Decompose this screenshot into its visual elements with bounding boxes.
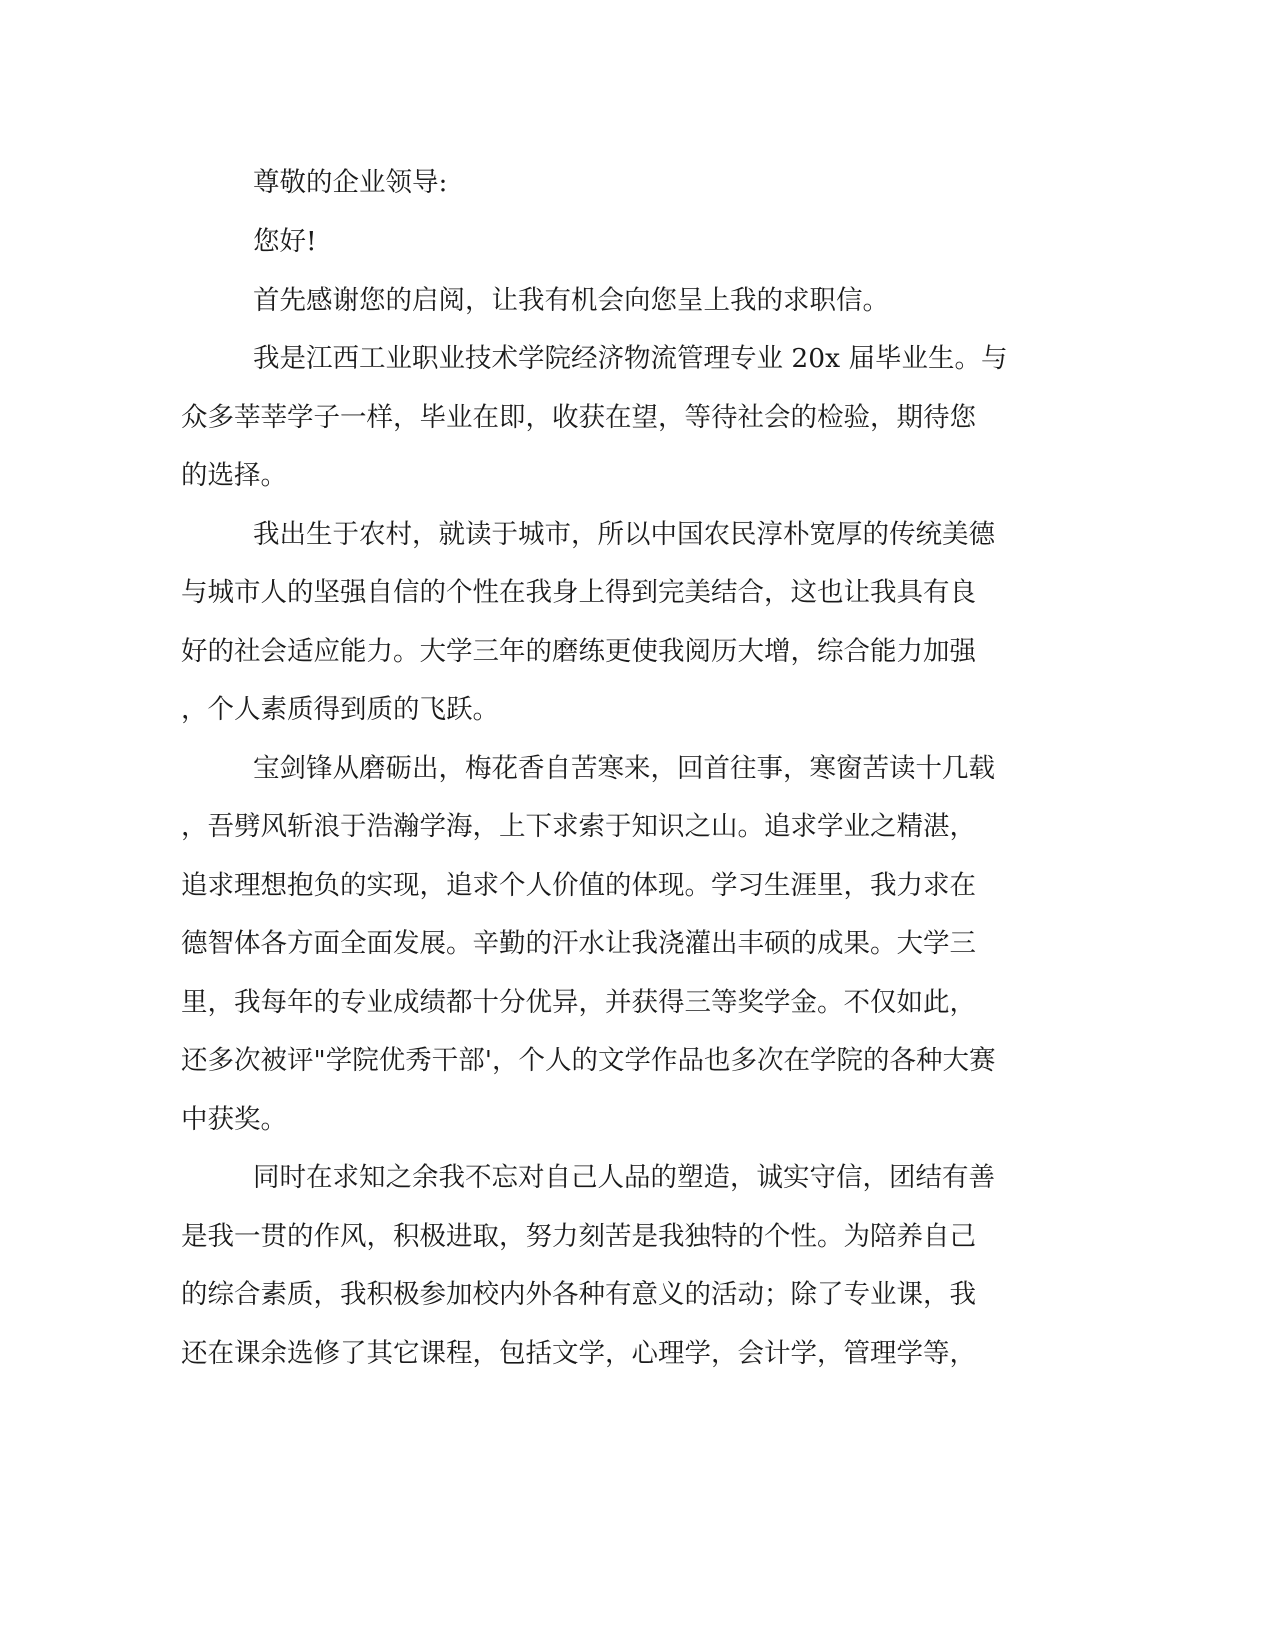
paragraph-line: 德智体各方面全面发展。辛勤的汗水让我浇灌出丰硕的成果。大学三: [181, 928, 976, 959]
salutation: 尊敬的企业领导:: [253, 167, 448, 198]
paragraph-line: 宝剑锋从磨砺出，梅花香自苦寒来，回首往事，寒窗苦读十几载: [253, 753, 995, 784]
paragraph-line: 还多次被评"学院优秀干部'，个人的文学作品也多次在学院的各种大赛: [181, 1045, 996, 1076]
paragraph-line: 中获奖。: [181, 1104, 287, 1135]
paragraph-line: 是我一贯的作风，积极进取，努力刻苦是我独特的个性。为陪养自己: [181, 1221, 976, 1252]
paragraph-line: 好的社会适应能力。大学三年的磨练更使我阅历大增，综合能力加强: [181, 636, 976, 667]
paragraph-line: 首先感谢您的启阅，让我有机会向您呈上我的求职信。: [253, 285, 889, 316]
paragraph-line: 追求理想抱负的实现，追求个人价值的体现。学习生涯里，我力求在: [181, 870, 976, 901]
paragraph-line: 的选择。: [181, 460, 287, 491]
paragraph-line: 的综合素质，我积极参加校内外各种有意义的活动；除了专业课，我: [181, 1279, 976, 1310]
paragraph-line: ，吾劈风斩浪于浩瀚学海，上下求索于知识之山。追求学业之精湛，: [181, 811, 976, 842]
paragraph-line: 众多莘莘学子一样，毕业在即，收获在望，等待社会的检验，期待您: [181, 402, 976, 433]
paragraph-line: 我出生于农村，就读于城市，所以中国农民淳朴宽厚的传统美德: [253, 519, 995, 550]
paragraph-line: 还在课余选修了其它课程，包括文学，心理学，会计学，管理学等，: [181, 1338, 976, 1369]
greeting: 您好!: [253, 226, 317, 257]
paragraph-line: 里，我每年的专业成绩都十分优异，并获得三等奖学金。不仅如此，: [181, 987, 976, 1018]
paragraph-line: ，个人素质得到质的飞跃。: [181, 694, 499, 725]
paragraph-line: 同时在求知之余我不忘对自己人品的塑造，诚实守信，团结有善: [253, 1162, 995, 1193]
paragraph-line: 与城市人的坚强自信的个性在我身上得到完美结合，这也让我具有良: [181, 577, 976, 608]
paragraph-line: 我是江西工业职业技术学院经济物流管理专业 20x 届毕业生。与: [253, 343, 1008, 374]
